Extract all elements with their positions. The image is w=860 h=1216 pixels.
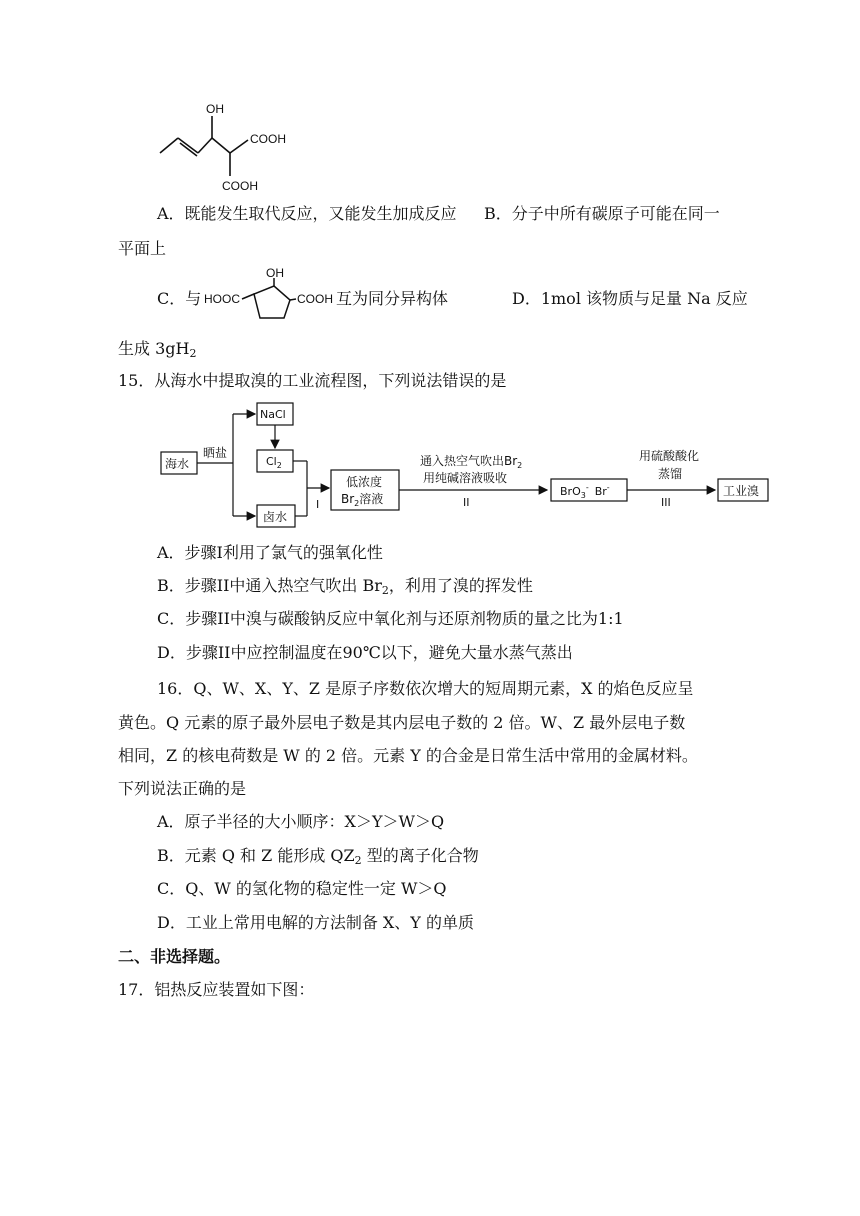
q15-option-a: A．步骤I利用了氯气的强氧化性 — [157, 543, 383, 562]
q14-option-a: A．既能发生取代反应，又能发生加成反应 — [157, 204, 457, 223]
q16-stem-line-4: 下列说法正确的是 — [118, 779, 247, 798]
q16-stem-line-3: 相同，Z 的核电荷数是 W 的 2 倍。元素 Y 的合金是日常生活中常用的金属材料。 — [118, 746, 698, 765]
low-concentration-label: 低浓度 — [346, 475, 383, 489]
q14-option-c-suffix: 互为同分异构体 — [336, 289, 449, 308]
section-heading: 二、非选择题。 — [118, 947, 231, 966]
bromine-solution-label: $Br_2$溶液 — [341, 492, 384, 508]
seawater-label: 海水 — [165, 457, 190, 471]
q14-option-b: B．分子中所有碳原子可能在同一 — [484, 204, 720, 223]
carboxyl-label-bottom: COOH — [222, 179, 258, 193]
q16-option-b: B．元素 Q 和 Z 能形成 $QZ_2$ 型的离子化合物 — [157, 846, 479, 867]
molecule-structure-2 — [204, 266, 336, 328]
carboxyl-label-right: COOH — [250, 132, 286, 146]
step-iii-label: III — [661, 496, 671, 509]
sun-salt-label: 晒盐 — [203, 446, 228, 460]
bromate-bromide-label: BrO$_3$- Br- — [560, 483, 610, 500]
brine-label: 卤水 — [263, 510, 288, 524]
q15-option-d: D．步骤II中应控制温度在90℃以下，避免大量水蒸气蒸出 — [157, 643, 573, 662]
q15-stem: 15．从海水中提取溴的工业流程图，下列说法错误的是 — [118, 371, 507, 390]
q15-option-c: C．步骤II中溴与碳酸钠反应中氧化剂与还原剂物质的量之比为1:1 — [157, 609, 624, 628]
hot-air-blowing-label: 通入热空气吹出$Br_2$ — [420, 454, 523, 470]
hydroxyl-label: OH — [206, 102, 224, 116]
soda-absorption-label: 用纯碱溶液吸收 — [423, 471, 508, 485]
q17-stem: 17．铝热反应装置如下图： — [118, 980, 315, 999]
molecule-structure-1 — [150, 98, 310, 198]
chlorine-label: $Cl_2$ — [266, 455, 282, 470]
ring-carboxyl-left-label: HOOC — [204, 292, 240, 306]
bromine-extraction-flowchart — [155, 400, 780, 530]
q15-option-b: B．步骤II中通入热空气吹出 $Br_2$，利用了溴的挥发性 — [157, 576, 533, 597]
ring-hydroxyl-label: OH — [266, 266, 284, 280]
q16-option-c: C．Q、W 的氢化物的稳定性一定 W＞Q — [157, 879, 447, 898]
acidify-label: 用硫酸酸化 — [639, 449, 700, 463]
q16-stem-line-1: 16．Q、W、X、Y、Z 是原子序数依次增大的短周期元素，X 的焰色反应呈 — [157, 679, 694, 698]
step-ii-label: II — [463, 496, 470, 509]
q16-option-d: D．工业上常用电解的方法制备 X、Y 的单质 — [157, 913, 474, 932]
nacl-label: NaCl — [260, 408, 286, 421]
q16-option-a: A．原子半径的大小顺序：X＞Y＞W＞Q — [157, 812, 445, 831]
q14-option-b-continued: 平面上 — [118, 239, 167, 258]
distill-label: 蒸馏 — [658, 467, 683, 481]
q14-option-d: D．1mol 该物质与足量 Na 反应 — [512, 289, 748, 308]
q14-option-c-prefix: C．与 — [157, 289, 202, 308]
step-i-label: I — [316, 498, 320, 511]
industrial-bromine-label: 工业溴 — [723, 484, 760, 498]
q14-option-d-continued: 生成 $3gH_2$ — [118, 339, 197, 360]
ring-carboxyl-right-label: COOH — [297, 292, 333, 306]
q16-stem-line-2: 黄色。Q 元素的原子最外层电子数是其内层电子数的 2 倍。W、Z 最外层电子数 — [118, 713, 686, 732]
